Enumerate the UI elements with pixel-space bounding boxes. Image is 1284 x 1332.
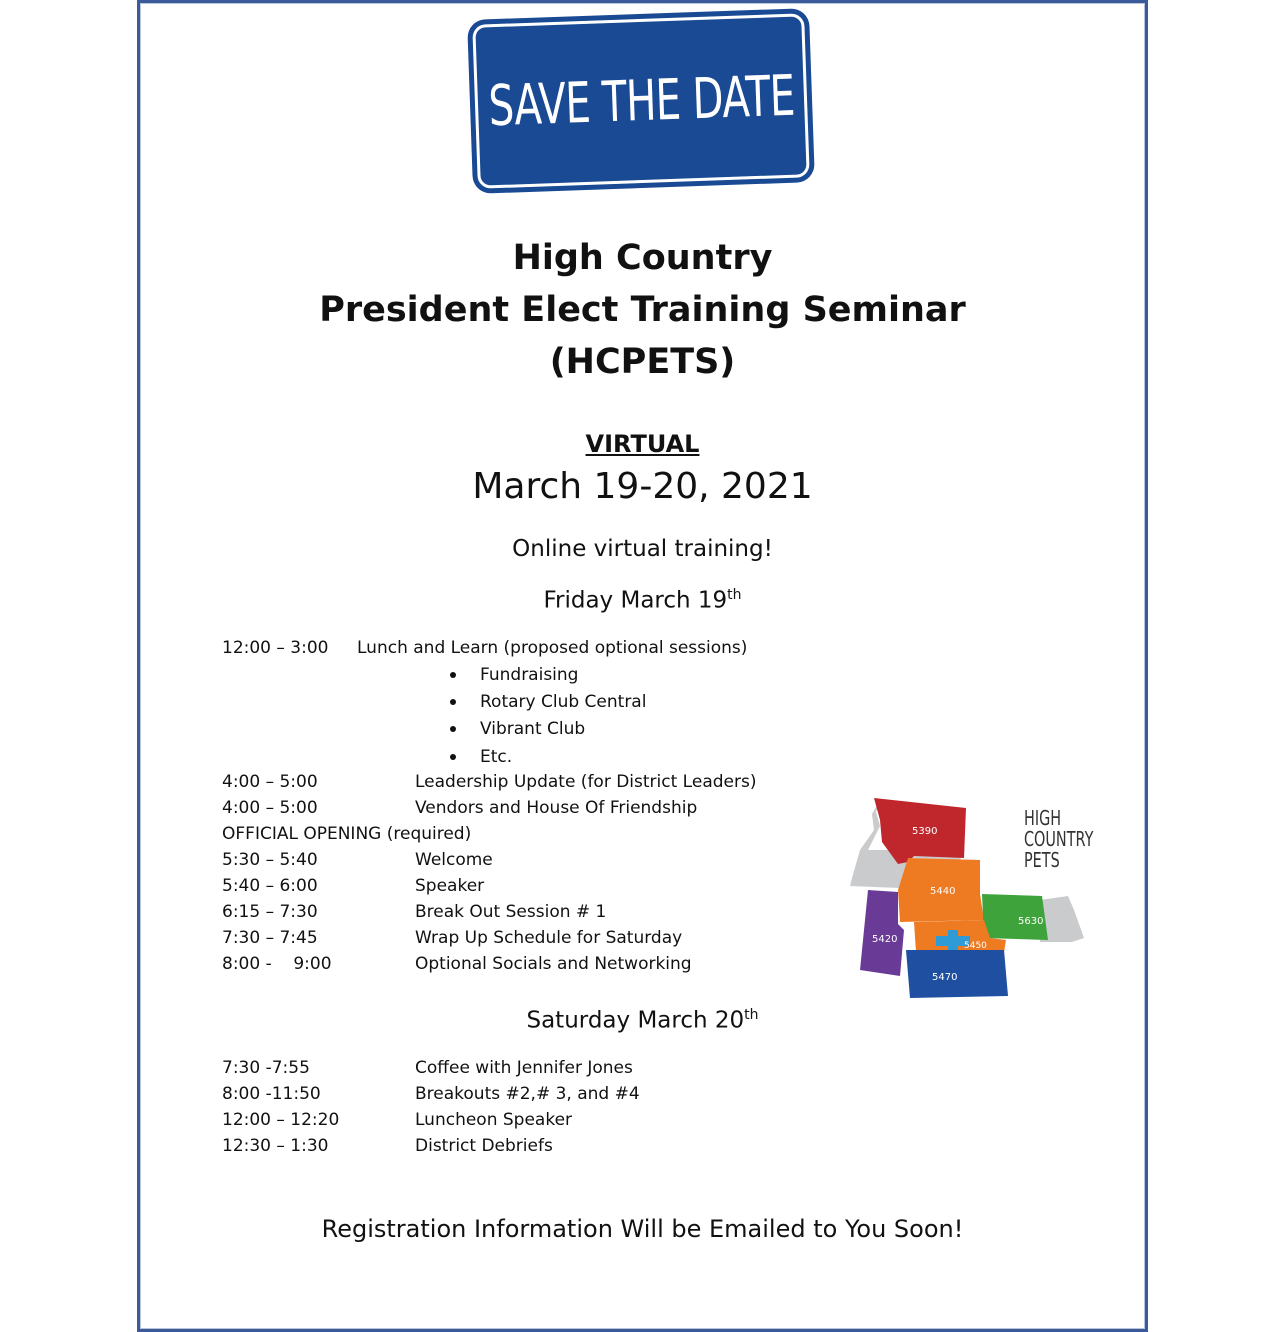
schedule-description: Optional Socials and Networking xyxy=(415,954,692,974)
schedule-description: Leadership Update (for District Leaders) xyxy=(415,772,757,792)
schedule-time: 12:30 – 1:30 xyxy=(222,1136,329,1156)
event-date: March 19-20, 2021 xyxy=(472,466,813,507)
schedule-description: Vendors and House Of Friendship xyxy=(415,798,698,818)
district-5450-label: 5450 xyxy=(964,941,987,951)
district-5440-label: 5440 xyxy=(930,886,956,897)
schedule-time: 7:30 -7:55 xyxy=(222,1058,310,1078)
session-item: Vibrant Club xyxy=(480,719,586,739)
official-opening-label: OFFICIAL OPENING (required) xyxy=(222,824,472,844)
bullet-icon xyxy=(450,726,456,732)
schedule-time: 4:00 – 5:00 xyxy=(222,772,318,792)
district-5420-region xyxy=(860,890,904,976)
save-the-date-stamp xyxy=(475,16,806,185)
schedule-description: Speaker xyxy=(415,876,485,896)
online-note: Online virtual training! xyxy=(512,536,773,562)
bullet-icon xyxy=(450,672,456,678)
title-line-3: (HCPETS) xyxy=(549,342,736,382)
registration-note: Registration Information Will be Emailed to You Soon! xyxy=(321,1215,964,1243)
schedule-description: Welcome xyxy=(415,850,493,870)
bullet-icon xyxy=(450,699,456,705)
title-line-2: President Elect Training Seminar xyxy=(319,290,966,330)
schedule-description: Break Out Session # 1 xyxy=(415,902,607,922)
schedule-description: Wrap Up Schedule for Saturday xyxy=(415,928,683,948)
map-logo-text: HIGH COUNTRY PETS xyxy=(1024,806,1094,872)
session-item: Rotary Club Central xyxy=(480,692,647,712)
district-5420-label: 5420 xyxy=(872,934,898,945)
district-5630-label: 5630 xyxy=(1018,916,1044,927)
district-5470-label: 5470 xyxy=(932,972,958,983)
stamp-text: SAVE THE DATE xyxy=(486,63,796,139)
schedule-description: Luncheon Speaker xyxy=(415,1110,573,1130)
schedule-time: 6:15 – 7:30 xyxy=(222,902,318,922)
virtual-label: VIRTUAL xyxy=(585,430,700,458)
schedule-description: District Debriefs xyxy=(415,1136,553,1156)
title-line-1: High Country xyxy=(512,238,773,278)
district-5390-label: 5390 xyxy=(912,826,938,837)
schedule-description: Lunch and Learn (proposed optional sessions) xyxy=(357,638,748,658)
schedule-time: 12:00 – 12:20 xyxy=(222,1110,340,1130)
schedule-time: 5:40 – 6:00 xyxy=(222,876,318,896)
schedule-time: 7:30 – 7:45 xyxy=(222,928,318,948)
friday-heading: Friday March 19th xyxy=(543,587,742,614)
saturday-heading: Saturday March 20th xyxy=(526,1007,759,1034)
session-item: Fundraising xyxy=(480,665,579,685)
bullet-icon xyxy=(450,754,456,760)
schedule-time: 8:00 - 9:00 xyxy=(222,954,332,974)
session-item: Etc. xyxy=(480,747,513,767)
schedule-description: Breakouts #2,# 3, and #4 xyxy=(415,1084,640,1104)
schedule-description: Coffee with Jennifer Jones xyxy=(415,1058,633,1078)
schedule-time: 8:00 -11:50 xyxy=(222,1084,321,1104)
schedule-time: 5:30 – 5:40 xyxy=(222,850,318,870)
page-border xyxy=(137,0,1148,1332)
schedule-time: 12:00 – 3:00 xyxy=(222,638,329,658)
schedule-time: 4:00 – 5:00 xyxy=(222,798,318,818)
